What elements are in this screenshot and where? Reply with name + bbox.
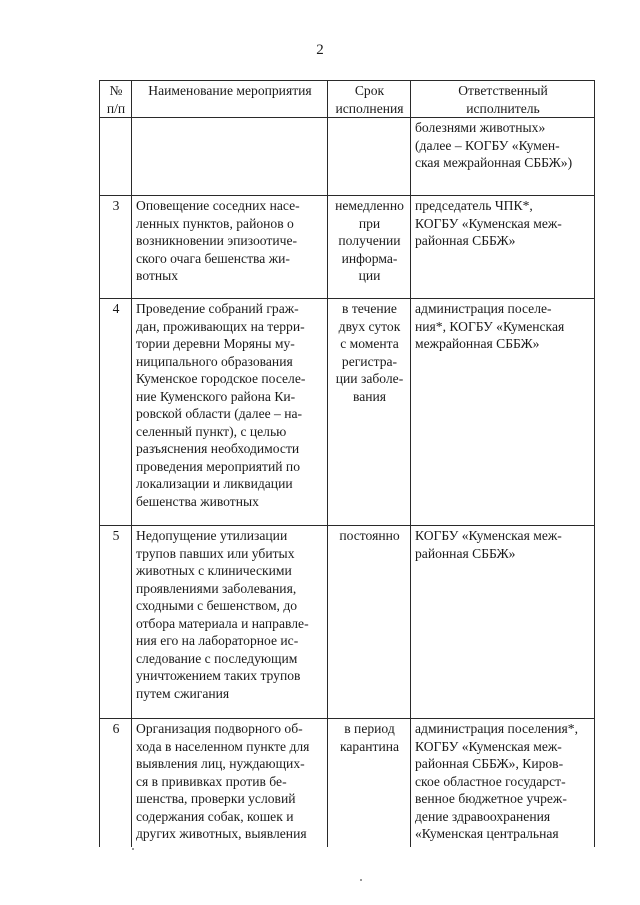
text-line: в течение xyxy=(342,301,397,316)
text-line: ся в прививках против бе- xyxy=(136,773,287,789)
text-line: КОГБУ «Куменская меж- xyxy=(415,738,562,754)
text-line: ское областное государст- xyxy=(415,773,566,789)
text-line: шенства, проверки условий xyxy=(136,791,296,806)
text-line: отбора материала и направле- xyxy=(136,615,309,631)
deadline xyxy=(328,299,411,526)
text-line: дение здравоохранения xyxy=(415,808,551,824)
text-line: ская межрайонная СББЖ») xyxy=(415,155,573,170)
text-line: двух суток xyxy=(338,318,401,334)
text-line: ского очага бешенства жи- xyxy=(136,250,290,266)
responsible xyxy=(411,299,595,526)
deadline xyxy=(328,118,411,196)
table-header-row xyxy=(100,81,595,118)
row-number: 3 xyxy=(100,196,132,299)
text-line: вания xyxy=(352,388,387,404)
text-line: тории деревни Моряны му- xyxy=(136,336,295,351)
text-line: администрация поселе- xyxy=(415,301,552,316)
text-line: венное бюджетное учреж- xyxy=(415,791,567,806)
text-line: уничтожением таких трупов xyxy=(136,668,301,683)
responsible xyxy=(411,196,595,299)
row-number: 6 xyxy=(100,719,132,847)
table-row xyxy=(100,299,595,526)
text-line: ния*, КОГБУ «Куменская xyxy=(415,318,565,334)
header-responsible xyxy=(411,81,595,118)
text-line: селенный пункт), с целью xyxy=(136,423,287,439)
measure-name xyxy=(132,719,328,847)
text-line: других животных, выявления xyxy=(136,826,307,841)
deadline xyxy=(328,526,411,719)
text-line: карантина xyxy=(339,738,400,754)
text-line: содержания собак, кошек и xyxy=(136,808,294,824)
text-line: ции заболе- xyxy=(335,371,404,386)
text-line: Наименование мероприятия xyxy=(148,83,312,98)
text-line: при xyxy=(358,215,381,231)
text-line: бешенства животных xyxy=(136,493,259,509)
text-line: хода в населенном пункте для xyxy=(136,738,310,754)
text-line: Куменское городское поселе- xyxy=(136,371,306,386)
text-line: получении xyxy=(338,233,401,248)
responsible xyxy=(411,719,595,847)
text-line: Оповещение соседних насе- xyxy=(136,198,300,213)
text-line: Организация подворного об- xyxy=(136,721,303,736)
text-line: в период xyxy=(344,721,395,736)
scan-speck xyxy=(360,879,362,881)
row-number xyxy=(100,118,132,196)
text-line: ции xyxy=(358,268,381,283)
header-number xyxy=(100,81,132,118)
header-measure-name xyxy=(132,81,328,118)
text-line: информа- xyxy=(341,250,398,266)
text-line: путем сжигания xyxy=(136,685,230,701)
text-line: возникновении эпизоотиче- xyxy=(136,233,298,248)
text-line: № xyxy=(109,83,123,98)
table-row xyxy=(100,719,595,847)
text-line: администрация поселения*, xyxy=(415,721,579,736)
measures-table xyxy=(99,80,595,847)
text-line: регистра- xyxy=(341,353,398,369)
text-line: п/п xyxy=(106,100,126,116)
text-line: трупов павших или убитых xyxy=(136,545,295,561)
page-number: 2 xyxy=(316,42,324,58)
text-line: дан, проживающих на терри- xyxy=(136,318,305,334)
responsible xyxy=(411,526,595,719)
text-line: ниципального образования xyxy=(136,353,293,369)
table-row xyxy=(100,118,595,196)
text-line: проявлениями заболевания, xyxy=(136,580,297,596)
text-line: районная СББЖ» xyxy=(415,545,516,561)
text-line: районная СББЖ» xyxy=(415,233,516,248)
text-line: Срок xyxy=(354,83,385,98)
text-line: (далее – КОГБУ «Кумен- xyxy=(415,137,560,153)
text-line: следование с последующим xyxy=(136,650,298,666)
text-line: локализации и ликвидации xyxy=(136,476,293,491)
text-line: Ответственный xyxy=(458,83,548,98)
text-line: разъяснения необходимости xyxy=(136,441,300,456)
text-line: КОГБУ «Куменская меж- xyxy=(415,215,562,231)
row-number: 5 xyxy=(100,526,132,719)
text-line: Проведение собраний граж- xyxy=(136,301,299,316)
deadline xyxy=(328,196,411,299)
text-line: ровской области (далее – на- xyxy=(136,406,303,421)
measure-name xyxy=(132,526,328,719)
text-line: исполнения xyxy=(335,100,404,116)
measure-name xyxy=(132,196,328,299)
text-line: ленных пунктов, районов о xyxy=(136,215,294,231)
text-line: сходными с бешенством, до xyxy=(136,598,298,613)
responsible xyxy=(411,118,595,196)
table-row xyxy=(100,526,595,719)
text-line: исполнитель xyxy=(466,100,540,116)
text-line: районная СББЖ», Киров- xyxy=(415,756,564,771)
text-line: с момента xyxy=(340,336,399,351)
text-line: Недопущение утилизации xyxy=(136,528,288,543)
text-line: ния его на лабораторное ис- xyxy=(136,633,299,648)
text-line: ние Куменского района Ки- xyxy=(136,388,296,404)
text-line: вотных xyxy=(136,268,179,283)
row-number: 4 xyxy=(100,299,132,526)
deadline xyxy=(328,719,411,847)
text-line: постоянно xyxy=(339,528,400,543)
text-line: «Куменская центральная xyxy=(415,826,559,841)
text-line: животных с клиническими xyxy=(136,563,292,578)
text-line: межрайонная СББЖ» xyxy=(415,336,540,351)
measure-name xyxy=(132,118,328,196)
text-line: болезнями животных» xyxy=(415,120,546,135)
table-row xyxy=(100,196,595,299)
text-line: КОГБУ «Куменская меж- xyxy=(415,528,562,543)
header-deadline xyxy=(328,81,411,118)
text-line: немедленно xyxy=(335,198,404,213)
text-line: выявления лиц, нуждающих- xyxy=(136,756,305,771)
text-line: проведения мероприятий по xyxy=(136,458,301,474)
scan-speck xyxy=(132,848,134,850)
text-line: председатель ЧПК*, xyxy=(415,198,533,213)
measure-name xyxy=(132,299,328,526)
